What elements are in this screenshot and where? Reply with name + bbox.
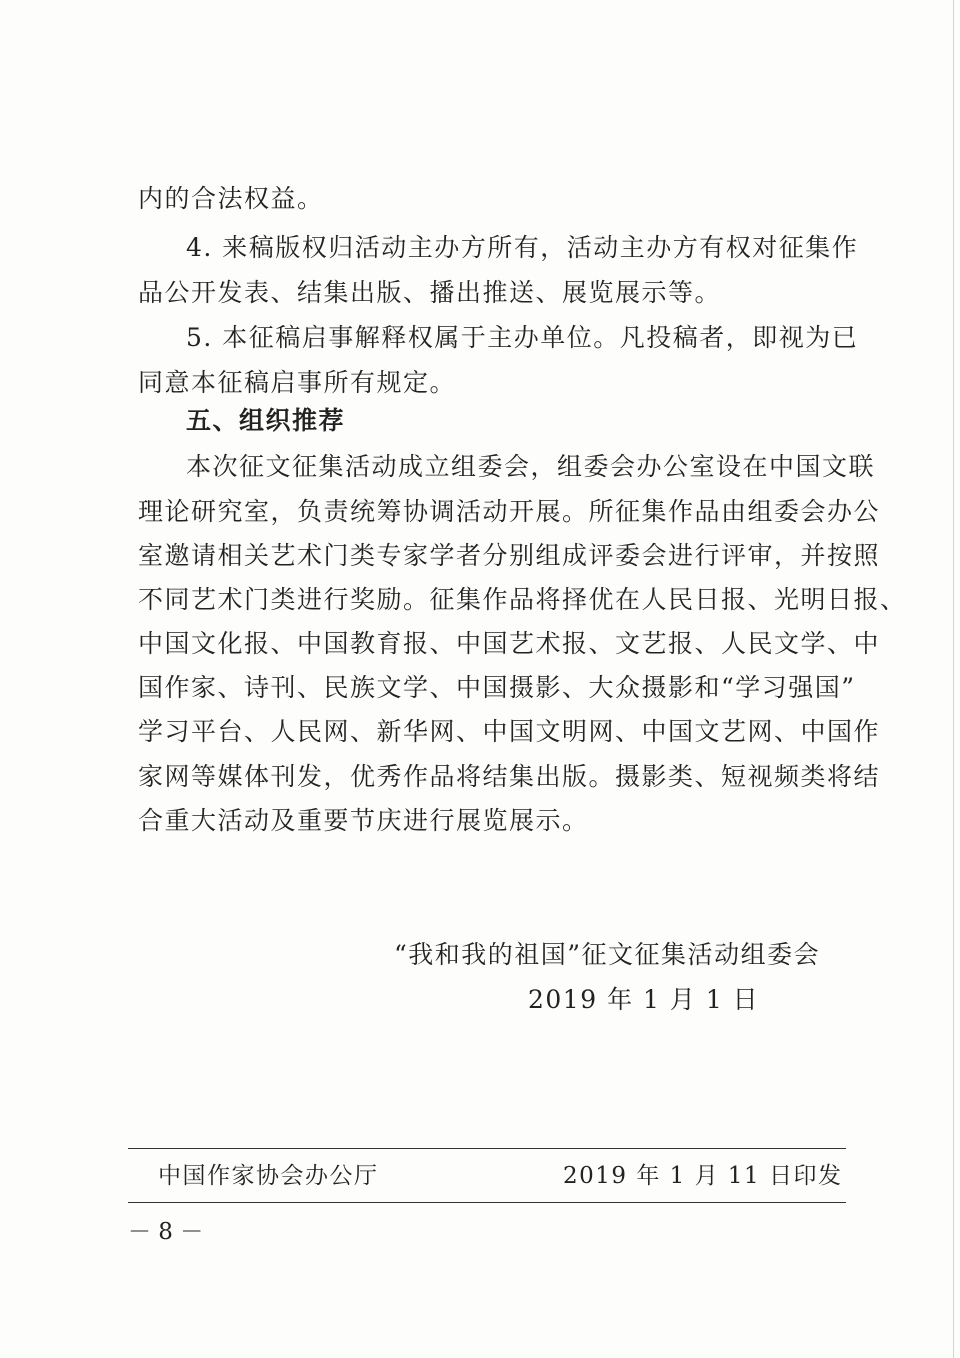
footer-print-date: 2019 年 1 月 11 日印发 — [563, 1163, 843, 1189]
signature-organizer: “我和我的祖国”征文征集活动组委会 — [394, 940, 821, 969]
footer-top-rule — [128, 1148, 846, 1149]
body-line: 合重大活动及重要节庆进行展览展示。 — [138, 806, 589, 835]
footer-issuer: 中国作家协会办公厅 — [158, 1163, 379, 1189]
body-line: 室邀请相关艺术门类专家学者分别组成评委会进行评审，并按照 — [138, 541, 881, 570]
body-line-clause-4: 4. 来稿版权归活动主办方所有，活动主办方有权对征集作 — [186, 233, 859, 262]
body-line: 理论研究室，负责统筹协调活动开展。所征集作品由组委会办公 — [138, 497, 881, 526]
body-line: 本次征文征集活动成立组委会，组委会办公室设在中国文联 — [186, 452, 876, 481]
page-edge-shadow — [953, 0, 954, 1358]
body-line: 内的合法权益。 — [138, 184, 324, 213]
section-heading: 五、组织推荐 — [186, 406, 346, 435]
signature-date: 2019 年 1 月 1 日 — [528, 985, 760, 1014]
body-line: 中国文化报、中国教育报、中国艺术报、文艺报、人民文学、中 — [138, 629, 881, 658]
body-line: 国作家、诗刊、民族文学、中国摄影、大众摄影和“学习强国” — [138, 673, 856, 702]
body-line: 品公开发表、结集出版、播出推送、展览展示等。 — [138, 278, 722, 307]
body-line: 不同艺术门类进行奖励。征集作品将择优在人民日报、光明日报、 — [138, 585, 907, 614]
body-line: 家网等媒体刊发，优秀作品将结集出版。摄影类、短视频类将结 — [138, 762, 881, 791]
page-number: － 8 － — [128, 1219, 204, 1245]
body-line: 学习平台、人民网、新华网、中国文明网、中国文艺网、中国作 — [138, 717, 881, 746]
body-line-clause-5: 5. 本征稿启事解释权属于主办单位。凡投稿者，即视为已 — [186, 323, 859, 352]
body-line: 同意本征稿启事所有规定。 — [138, 368, 457, 397]
footer-bottom-rule — [128, 1202, 846, 1203]
